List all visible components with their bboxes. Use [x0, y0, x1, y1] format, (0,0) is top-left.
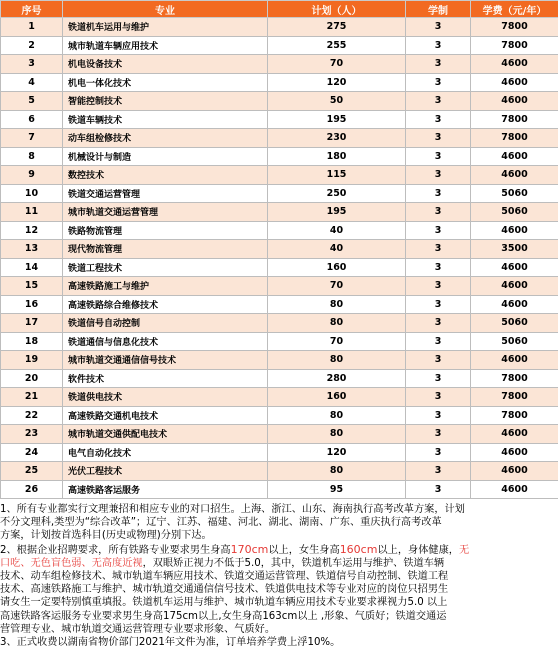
header-major: 专业 — [63, 1, 268, 18]
note-line: 不分文理科,类型为“综合改革”；辽宁、江苏、福建、河北、湖北、湖南、广东、重庆执行高考改革 — [0, 517, 442, 529]
cell-tuition: 4600 — [471, 73, 558, 92]
table-row — [1, 295, 558, 314]
cell-plan: 40 — [268, 221, 406, 240]
note-highlight: 170cm — [230, 542, 269, 556]
cell-index: 8 — [1, 147, 63, 166]
table-row — [1, 240, 558, 259]
cell-index: 25 — [1, 462, 63, 481]
cell-tuition: 7800 — [471, 369, 558, 388]
cell-plan: 160 — [268, 258, 406, 277]
table-row — [1, 406, 558, 425]
cell-plan: 40 — [268, 240, 406, 259]
cell-tuition: 5060 — [471, 332, 558, 351]
table-row — [1, 166, 558, 185]
cell-major: 现代物流管理 — [63, 240, 268, 259]
cell-major: 光伏工程技术 — [63, 462, 268, 481]
cell-tuition: 7800 — [471, 406, 558, 425]
cell-tuition: 7800 — [471, 388, 558, 407]
note-text: ，双眼矫正视力不低于5.0，其中，铁道机车运用与维护、铁道车辆 — [142, 557, 445, 569]
cell-index: 5 — [1, 92, 63, 111]
table-row — [1, 92, 558, 111]
cell-index: 10 — [1, 184, 63, 203]
cell-tuition: 5060 — [471, 203, 558, 222]
cell-plan: 195 — [268, 203, 406, 222]
table-row — [1, 443, 558, 462]
cell-index: 20 — [1, 369, 63, 388]
cell-major: 铁道机车运用与维护 — [63, 18, 268, 37]
cell-index: 12 — [1, 221, 63, 240]
cell-major: 铁路物流管理 — [63, 221, 268, 240]
cell-plan: 115 — [268, 166, 406, 185]
cell-plan: 250 — [268, 184, 406, 203]
cell-major: 铁道交通运营管理 — [63, 184, 268, 203]
cell-plan: 80 — [268, 425, 406, 444]
cell-duration: 3 — [406, 406, 471, 425]
table-row — [1, 184, 558, 203]
table-row — [1, 221, 558, 240]
cell-tuition: 4600 — [471, 462, 558, 481]
table-row — [1, 147, 558, 166]
note-line: 技术、高速铁路施工与维护、城市轨道交通通信信号技术、铁道供电技术等专业对应的岗位只招男生 — [0, 584, 449, 596]
cell-index: 17 — [1, 314, 63, 333]
cell-plan: 50 — [268, 92, 406, 111]
table-row — [1, 332, 558, 351]
cell-index: 26 — [1, 480, 63, 499]
cell-tuition: 4600 — [471, 258, 558, 277]
cell-index: 4 — [1, 73, 63, 92]
note-line: 请女生一定要特别慎重填报。铁道机车运用与维护、城市轨道车辆应用技术专业要求裸视力5.0 以上 — [0, 597, 448, 609]
cell-tuition: 4600 — [471, 295, 558, 314]
table-row — [1, 314, 558, 333]
cell-major: 城市轨道交通供配电技术 — [63, 425, 268, 444]
cell-plan: 195 — [268, 110, 406, 129]
cell-duration: 3 — [406, 443, 471, 462]
table-row — [1, 258, 558, 277]
cell-tuition: 4600 — [471, 166, 558, 185]
cell-tuition: 4600 — [471, 351, 558, 370]
header-index: 序号 — [1, 1, 63, 18]
cell-major: 机电一体化技术 — [63, 73, 268, 92]
cell-major: 铁道通信与信息化技术 — [63, 332, 268, 351]
cell-index: 6 — [1, 110, 63, 129]
cell-major: 软件技术 — [63, 369, 268, 388]
cell-plan: 70 — [268, 55, 406, 74]
cell-plan: 160 — [268, 388, 406, 407]
note-text: 以上，女生身高 — [268, 544, 340, 556]
cell-duration: 3 — [406, 314, 471, 333]
header-tuition: 学费（元/年） — [471, 1, 558, 18]
cell-tuition: 4600 — [471, 147, 558, 166]
cell-plan: 80 — [268, 351, 406, 370]
cell-plan: 95 — [268, 480, 406, 499]
cell-duration: 3 — [406, 277, 471, 296]
cell-tuition: 5060 — [471, 314, 558, 333]
cell-duration: 3 — [406, 369, 471, 388]
cell-tuition: 7800 — [471, 129, 558, 148]
notes-section — [0, 503, 558, 663]
cell-index: 23 — [1, 425, 63, 444]
cell-duration: 3 — [406, 332, 471, 351]
note-line: 营管理专业、城市轨道交通运营管理专业要求形象、气质好。 — [0, 623, 276, 635]
cell-duration: 3 — [406, 36, 471, 55]
cell-major: 铁道工程技术 — [63, 258, 268, 277]
note-line: 3、正式收费以湖南省物价部门2021年文件为准，订单培养学费上浮10%。 — [0, 637, 341, 649]
cell-major: 铁道车辆技术 — [63, 110, 268, 129]
cell-duration: 3 — [406, 295, 471, 314]
note-text: 2、根据企业招聘要求，所有铁路专业要求男生身高 — [0, 544, 231, 556]
cell-plan: 275 — [268, 18, 406, 37]
cell-duration: 3 — [406, 425, 471, 444]
cell-major: 高速铁路施工与维护 — [63, 277, 268, 296]
cell-index: 1 — [1, 18, 63, 37]
note-line: 技术、动车组检修技术、城市轨道车辆应用技术、铁道交通运营管理、铁道信号自动控制、铁道工程 — [0, 571, 449, 583]
cell-index: 13 — [1, 240, 63, 259]
cell-duration: 3 — [406, 351, 471, 370]
cell-tuition: 4600 — [471, 92, 558, 111]
table-row — [1, 277, 558, 296]
table-row — [1, 18, 558, 37]
cell-tuition: 4600 — [471, 55, 558, 74]
cell-index: 19 — [1, 351, 63, 370]
table-row — [1, 462, 558, 481]
cell-index: 22 — [1, 406, 63, 425]
table-row — [1, 129, 558, 148]
cell-major: 高速铁路交通机电技术 — [63, 406, 268, 425]
cell-plan: 80 — [268, 406, 406, 425]
cell-tuition: 3500 — [471, 240, 558, 259]
table-row — [1, 110, 558, 129]
cell-major: 数控技术 — [63, 166, 268, 185]
table-row — [1, 36, 558, 55]
note-line — [0, 543, 558, 557]
cell-plan: 80 — [268, 295, 406, 314]
cell-index: 15 — [1, 277, 63, 296]
note-text: 以上，身体健康， — [377, 544, 459, 556]
cell-tuition: 5060 — [471, 184, 558, 203]
cell-plan: 120 — [268, 443, 406, 462]
cell-plan: 70 — [268, 332, 406, 351]
cell-index: 3 — [1, 55, 63, 74]
cell-index: 21 — [1, 388, 63, 407]
cell-major: 高速铁路客运服务 — [63, 480, 268, 499]
cell-plan: 80 — [268, 462, 406, 481]
cell-index: 7 — [1, 129, 63, 148]
note-line — [0, 557, 558, 570]
cell-duration: 3 — [406, 147, 471, 166]
cell-duration: 3 — [406, 73, 471, 92]
cell-major: 智能控制技术 — [63, 92, 268, 111]
note-line: 1、所有专业都实行文理兼招和相应专业的对口招生。上海、浙江、山东、海南执行高考改革方案，计划 — [0, 504, 465, 515]
table-row — [1, 203, 558, 222]
cell-tuition: 4600 — [471, 221, 558, 240]
cell-plan: 120 — [268, 73, 406, 92]
cell-duration: 3 — [406, 258, 471, 277]
note-line: 高速铁路客运服务专业要求男生身高175cm以上,女生身高163cm以上 ,形象、气质好；铁道交通运 — [0, 610, 447, 622]
cell-tuition: 4600 — [471, 425, 558, 444]
cell-duration: 3 — [406, 110, 471, 129]
cell-duration: 3 — [406, 221, 471, 240]
header-duration: 学制 — [406, 1, 471, 18]
cell-plan: 80 — [268, 314, 406, 333]
cell-duration: 3 — [406, 462, 471, 481]
cell-tuition: 7800 — [471, 110, 558, 129]
cell-major: 城市轨道交通通信信号技术 — [63, 351, 268, 370]
cell-tuition: 7800 — [471, 18, 558, 37]
table-row — [1, 369, 558, 388]
cell-duration: 3 — [406, 129, 471, 148]
cell-major: 电气自动化技术 — [63, 443, 268, 462]
table-row — [1, 351, 558, 370]
cell-duration: 3 — [406, 203, 471, 222]
table-row — [1, 480, 558, 499]
table-row — [1, 425, 558, 444]
cell-major: 机械设计与制造 — [63, 147, 268, 166]
cell-duration: 3 — [406, 388, 471, 407]
cell-index: 18 — [1, 332, 63, 351]
cell-duration: 3 — [406, 166, 471, 185]
table-row — [1, 55, 558, 74]
cell-major: 城市轨道交通运营管理 — [63, 203, 268, 222]
header-plan: 计划（人） — [268, 1, 406, 18]
note-highlight: 口吃、无色盲色弱、无高度近视 — [0, 557, 143, 569]
cell-major: 铁道信号自动控制 — [63, 314, 268, 333]
cell-plan: 280 — [268, 369, 406, 388]
cell-major: 铁道供电技术 — [63, 388, 268, 407]
table-row — [1, 388, 558, 407]
cell-plan: 70 — [268, 277, 406, 296]
cell-duration: 3 — [406, 240, 471, 259]
cell-index: 14 — [1, 258, 63, 277]
table-header-row — [1, 1, 558, 18]
cell-index: 24 — [1, 443, 63, 462]
cell-major: 城市轨道车辆应用技术 — [63, 36, 268, 55]
cell-plan: 180 — [268, 147, 406, 166]
cell-plan: 255 — [268, 36, 406, 55]
cell-index: 11 — [1, 203, 63, 222]
table-row — [1, 73, 558, 92]
cell-duration: 3 — [406, 55, 471, 74]
cell-index: 9 — [1, 166, 63, 185]
cell-duration: 3 — [406, 92, 471, 111]
cell-duration: 3 — [406, 18, 471, 37]
cell-index: 16 — [1, 295, 63, 314]
cell-major: 机电设备技术 — [63, 55, 268, 74]
cell-tuition: 4600 — [471, 480, 558, 499]
cell-duration: 3 — [406, 184, 471, 203]
cell-major: 高速铁路综合维修技术 — [63, 295, 268, 314]
cell-tuition: 7800 — [471, 36, 558, 55]
cell-index: 2 — [1, 36, 63, 55]
note-highlight: 160cm — [339, 542, 378, 556]
cell-major: 动车组检修技术 — [63, 129, 268, 148]
cell-plan: 230 — [268, 129, 406, 148]
note-highlight: 无 — [458, 544, 470, 556]
cell-tuition: 4600 — [471, 443, 558, 462]
note-line: 方案，计划按首选科目(历史或物理)分别下达。 — [0, 530, 212, 542]
cell-duration: 3 — [406, 480, 471, 499]
cell-tuition: 4600 — [471, 277, 558, 296]
